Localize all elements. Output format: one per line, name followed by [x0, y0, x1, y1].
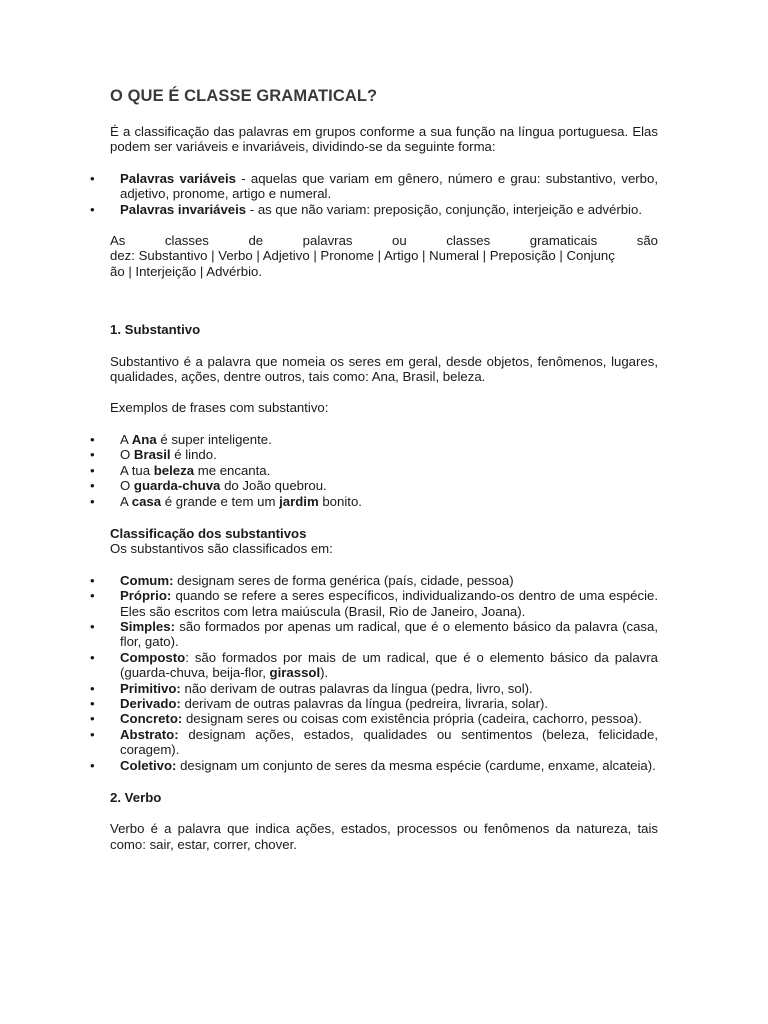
list-item: • Composto: são formados por mais de um radical, que é o elemento básico da palavra (guarda-chuva, beija-flor, girassol). — [110, 650, 658, 681]
list-item: • Coletivo: designam um conjunto de seres da mesma espécie (cardume, enxame, alcateia). — [110, 758, 658, 773]
list-item: • Abstrato: designam ações, estados, qualidades ou sentimentos (beleza, felicidade, coragem). — [110, 727, 658, 758]
list-item: • A Ana é super inteligente. — [110, 432, 658, 447]
classification-heading: Classificação dos substantivos — [110, 525, 307, 541]
page-title: O QUE É CLASSE GRAMATICAL? — [110, 87, 378, 105]
list-item: • O Brasil é lindo. — [110, 447, 658, 462]
examples-list — [110, 432, 658, 509]
classification-list — [110, 573, 658, 773]
examples-intro: Exemplos de frases com substantivo: — [110, 400, 329, 416]
list-item: • Primitivo: não derivam de outras palavras da língua (pedra, livro, sol). — [110, 681, 658, 696]
classes-paragraph: As classes de palavras ou classes gramaticais são dez: Substantivo | Verbo | Adjetivo | Pronome | Artigo | Numeral | Preposição | Conjunç ão | Interjeição | Advérbio. — [110, 233, 658, 279]
list-item: • Simples: são formados por apenas um radical, que é o elemento básico da palavra (casa, flor, gato). — [110, 619, 658, 650]
list-item: • Próprio: quando se refere a seres específicos, individualizando-os dentro de uma espécie. Eles são escritos com letra maiúscula (Brasil, Rio de Janeiro, Joana). — [110, 588, 658, 619]
list-item: • A tua beleza me encanta. — [110, 463, 658, 478]
term: Palavras invariáveis — [120, 201, 247, 217]
list-item: • Concreto: designam seres ou coisas com existência própria (cadeira, cachorro, pessoa). — [110, 711, 658, 726]
list-item: • Palavras variáveis - aquelas que variam em gênero, número e grau: substantivo, verbo, adjetivo, pronome, artigo e numeral. — [110, 171, 658, 202]
substantivo-definition: Substantivo é a palavra que nomeia os seres em geral, desde objetos, fenômenos, lugares, qualidades, ações, dentre outros, tais como: Ana, Brasil, beleza. — [110, 353, 658, 385]
list-item: • O guarda-chuva do João quebrou. — [110, 478, 658, 493]
word-types-list — [110, 171, 658, 217]
classification-intro: Os substantivos são classificados em: — [110, 541, 333, 557]
section-heading-verbo: 2. Verbo — [110, 790, 162, 805]
list-item: • A casa é grande e tem um jardim bonito. — [110, 494, 658, 509]
list-item: • Derivado: derivam de outras palavras da língua (pedreira, livraria, solar). — [110, 696, 658, 711]
section-heading-substantivo: 1. Substantivo — [110, 322, 201, 338]
list-item: • Palavras invariáveis - as que não variam: preposição, conjunção, interjeição e advérbio. — [110, 202, 658, 217]
verbo-definition: Verbo é a palavra que indica ações, estados, processos ou fenômenos da natureza, tais como: sair, estar, correr, chover. — [110, 821, 658, 852]
list-item: • Comum: designam seres de forma genérica (país, cidade, pessoa) — [110, 573, 658, 588]
document-content — [110, 86, 658, 852]
intro-paragraph: É a classificação das palavras em grupos conforme a sua função na língua portuguesa. Elas podem ser variáveis e invariáveis, dividindo-se da seguinte forma: — [110, 124, 658, 155]
term: Palavras variáveis — [120, 170, 236, 186]
